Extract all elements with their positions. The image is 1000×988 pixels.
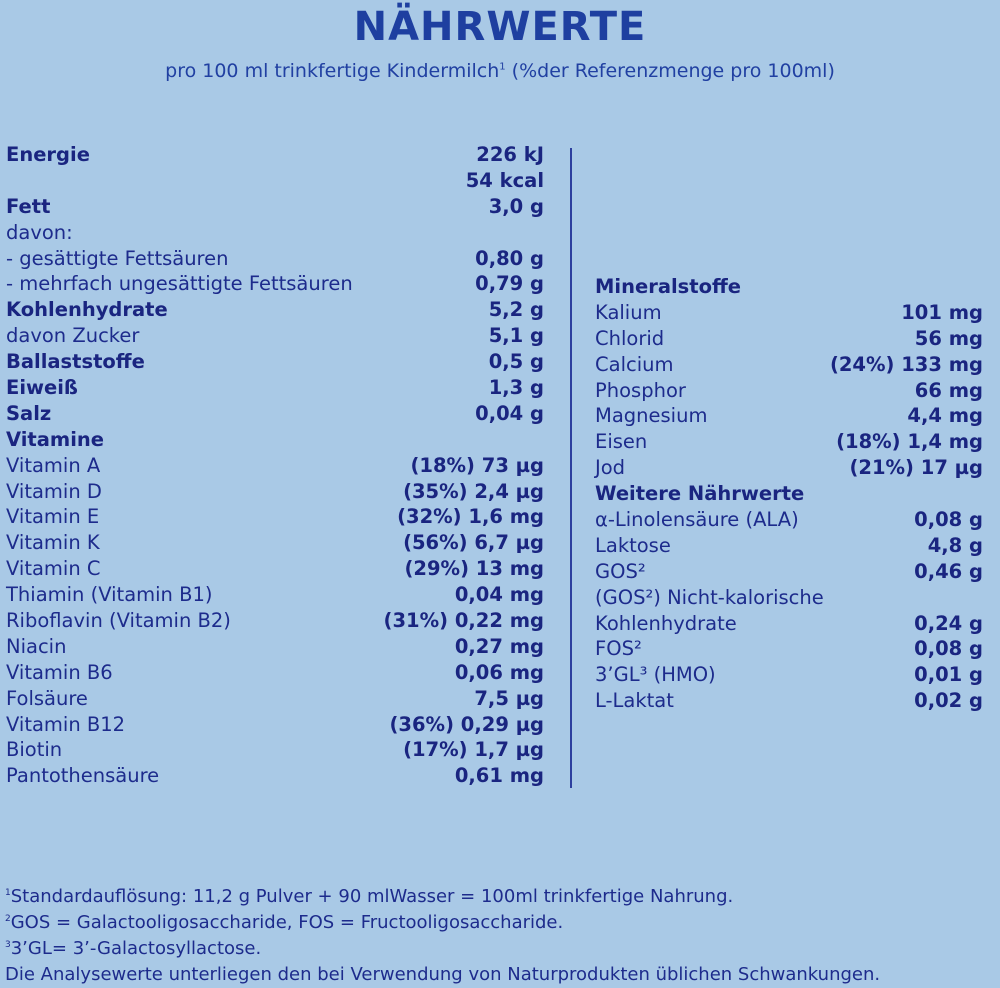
nutrient-row: [6, 427, 544, 453]
nutrient-value: (29%) 13 mg: [404, 557, 544, 581]
nutrient-value: 0,04 g: [475, 401, 544, 425]
nutrient-row: [6, 142, 544, 168]
footnote-text: Standardauflösung: 11,2 g Pulver + 90 mlWasser = 100ml trinkfertige Nahrung.: [10, 886, 734, 907]
nutrient-label: α-Linolensäure (ALA): [595, 508, 799, 532]
nutrient-label: Vitamin B12: [6, 712, 126, 736]
nutrient-row: [6, 634, 544, 660]
nutrient-row: [6, 686, 544, 712]
nutrient-row: [6, 737, 544, 763]
nutrient-row: [595, 559, 983, 585]
nutrient-row: [6, 401, 544, 427]
nutrient-value: 226 kJ: [476, 143, 544, 166]
nutrient-label: davon:: [6, 220, 73, 244]
nutrient-value: 0,46 g: [914, 559, 983, 583]
nutrient-value: 0,80 g: [475, 246, 544, 270]
page-title: NÄHRWERTE: [353, 4, 647, 50]
nutrient-label: Riboflavin (Vitamin B2): [6, 609, 231, 633]
nutrient-label: Niacin: [6, 634, 67, 658]
nutrient-label: Vitamin A: [6, 453, 101, 477]
nutrient-row: [595, 662, 983, 688]
nutrient-value: 0,24 g: [914, 611, 983, 635]
nutrient-value: 1,3 g: [488, 376, 544, 400]
nutrient-label: Kohlenhydrate: [595, 611, 737, 635]
nutrient-row: [6, 763, 544, 789]
nutrient-value: 66 mg: [914, 378, 983, 402]
nutrient-value: 0,02 g: [914, 689, 983, 713]
nutrient-label: Kohlenhydrate: [6, 298, 168, 322]
nutrient-value: 0,08 g: [914, 637, 983, 661]
nutrient-label: Jod: [595, 456, 626, 480]
nutrient-row: [595, 533, 983, 559]
nutrient-row: [6, 608, 544, 634]
nutrient-value: 0,08 g: [914, 508, 983, 532]
nutrient-row: [6, 504, 544, 530]
footnote-text: 3’GL= 3’-Galactosyllactose.: [10, 938, 262, 959]
nutrient-row: [595, 688, 983, 714]
nutrient-label: Fett: [6, 194, 51, 218]
subtitle-reference: (%der Referenzmenge pro 100ml): [505, 60, 835, 82]
nutrient-row: [595, 378, 983, 404]
nutrient-label: Thiamin (Vitamin B1): [6, 583, 213, 607]
nutrient-row: [595, 507, 983, 533]
nutrient-value: 0,01 g: [914, 663, 983, 687]
nutrient-row: [6, 168, 544, 194]
nutrient-row: [6, 556, 544, 582]
nutrient-value: (18%) 73 µg: [410, 453, 544, 477]
nutrient-value: (56%) 6,7 µg: [403, 531, 544, 555]
nutrient-value: (21%) 17 µg: [849, 456, 983, 480]
nutrient-row: [595, 636, 983, 662]
nutrient-label: Vitamin D: [6, 479, 102, 503]
nutrient-row: [595, 455, 983, 481]
nutrient-row: [6, 271, 544, 297]
nutrient-label: Phosphor: [595, 378, 686, 402]
nutrient-value: (17%) 1,7 µg: [403, 738, 544, 762]
subtitle: [0, 60, 1000, 82]
nutrient-row: [595, 481, 983, 507]
nutrient-label: 3’GL³ (HMO): [595, 663, 716, 687]
nutrient-label: Eiweiß: [6, 376, 78, 400]
nutrient-row: [595, 326, 983, 352]
nutrient-row: [595, 403, 983, 429]
nutrient-label: Vitamine: [6, 427, 105, 451]
nutrient-row: [6, 375, 544, 401]
nutrient-value: 4,4 mg: [907, 404, 983, 428]
footnote-text: Die Analysewerte unterliegen den bei Verwendung von Naturprodukten üblichen Schwankungen.: [5, 964, 881, 985]
nutrient-row: [6, 246, 544, 272]
nutrient-value: 3,0 g: [488, 194, 544, 218]
nutrient-label: - gesättigte Fettsäuren: [6, 246, 229, 270]
nutrient-label: Pantothensäure: [6, 764, 160, 788]
footnote: [5, 884, 1000, 910]
nutrient-row: [6, 297, 544, 323]
nutrient-row: [6, 660, 544, 686]
nutrient-row: [595, 429, 983, 455]
nutrient-value: 0,06 mg: [454, 660, 544, 684]
nutrient-value: 0,5 g: [488, 350, 544, 374]
nutrient-value: (32%) 1,6 mg: [397, 505, 544, 529]
nutrient-row: [6, 453, 544, 479]
nutrient-table-left: [6, 142, 544, 789]
nutrient-label: Eisen: [595, 430, 648, 454]
nutrient-value: (36%) 0,29 µg: [389, 712, 544, 736]
nutrient-value: 5,1 g: [488, 324, 544, 348]
nutrient-label: Ballaststoffe: [6, 350, 145, 374]
nutrient-value: 56 mg: [914, 326, 983, 350]
nutrient-row: [595, 585, 983, 611]
nutrient-row: [595, 611, 983, 637]
nutrient-label: - mehrfach ungesättigte Fettsäuren: [6, 272, 353, 296]
nutrient-label: Mineralstoffe: [595, 275, 742, 298]
nutrient-value: 7,5 µg: [474, 686, 544, 710]
footnote-mark: 3: [5, 940, 11, 950]
footnote-mark: 1: [5, 888, 11, 898]
nutrient-row: [595, 352, 983, 378]
nutrient-value: 54 kcal: [465, 168, 544, 192]
nutrient-label: L-Laktat: [595, 689, 674, 713]
nutrient-row: [6, 349, 544, 375]
nutrient-label: GOS²: [595, 559, 646, 583]
nutrient-label: davon Zucker: [6, 324, 140, 348]
nutrient-table-right: [595, 274, 983, 714]
nutrient-value: (18%) 1,4 mg: [836, 430, 983, 454]
footnote-mark: 2: [5, 914, 11, 924]
nutrient-label: Salz: [6, 401, 52, 425]
nutrient-label: Vitamin B6: [6, 660, 113, 684]
nutrient-label: Magnesium: [595, 404, 708, 428]
subtitle-main: pro 100 ml trinkfertige Kindermilch: [165, 60, 500, 82]
nutrient-value: 0,79 g: [475, 272, 544, 296]
footnotes: [5, 884, 1000, 988]
nutrient-value: (35%) 2,4 µg: [403, 479, 544, 503]
nutrient-row: [6, 712, 544, 738]
nutrient-label: Calcium: [595, 352, 674, 376]
nutrient-value: 101 mg: [901, 300, 983, 324]
nutrient-row: [6, 323, 544, 349]
footnote: [5, 962, 1000, 988]
nutrient-label: Laktose: [595, 533, 671, 557]
footnote: [5, 936, 1000, 962]
nutrient-label: FOS²: [595, 637, 642, 661]
footnote: [5, 910, 1000, 936]
nutrient-value: 5,2 g: [488, 298, 544, 322]
nutrient-row: [6, 194, 544, 220]
nutrient-value: 0,27 mg: [454, 634, 544, 658]
nutrient-row: [6, 582, 544, 608]
nutrient-label: Chlorid: [595, 326, 665, 350]
nutrient-value: (24%) 133 mg: [829, 352, 983, 376]
nutrient-value: 0,04 mg: [454, 583, 544, 607]
nutrient-label: Energie: [6, 143, 90, 166]
column-divider: [570, 148, 572, 788]
nutrient-row: [6, 220, 544, 246]
nutrient-label: Vitamin E: [6, 505, 100, 529]
nutrient-label: Kalium: [595, 300, 662, 324]
footnote-text: GOS = Galactooligosaccharide, FOS = Fructooligosaccharide.: [10, 912, 564, 933]
nutrient-label: Vitamin C: [6, 557, 101, 581]
nutrient-row: [595, 274, 983, 300]
nutrient-label: (GOS²) Nicht-kalorische: [595, 585, 824, 609]
nutrient-label: Biotin: [6, 738, 63, 762]
nutrient-row: [6, 479, 544, 505]
nutrient-value: 4,8 g: [927, 533, 983, 557]
nutrient-row: [595, 300, 983, 326]
subtitle-footnote-mark: 1: [499, 61, 506, 73]
nutrient-label: Vitamin K: [6, 531, 100, 555]
nutrient-row: [6, 530, 544, 556]
nutrient-label: Folsäure: [6, 686, 88, 710]
nutrient-label: Weitere Nährwerte: [595, 482, 805, 506]
nutrient-value: 0,61 mg: [454, 764, 544, 788]
nutrient-value: (31%) 0,22 mg: [383, 609, 544, 633]
